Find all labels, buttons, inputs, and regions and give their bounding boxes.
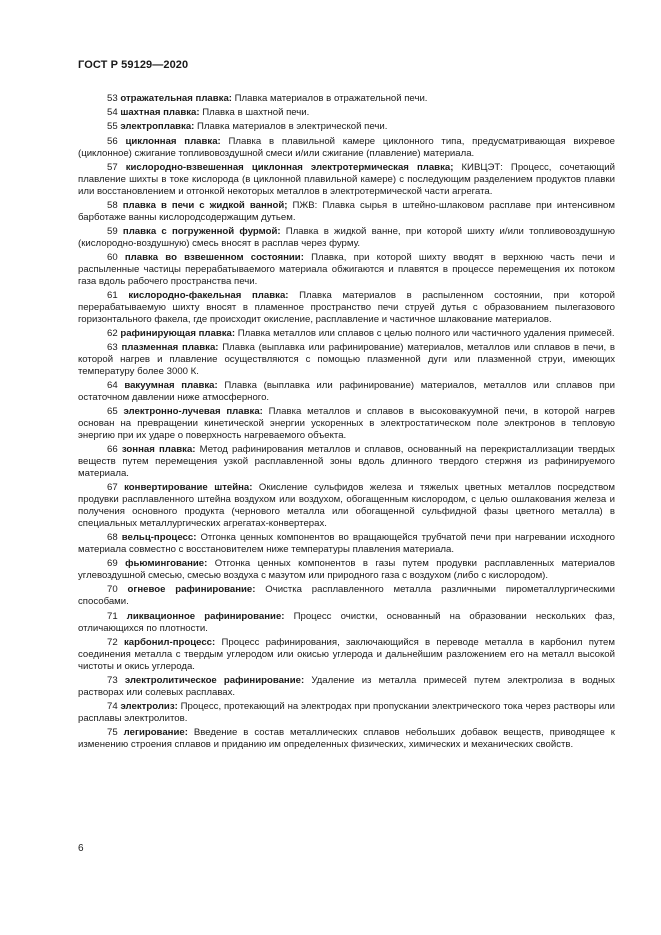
term-entry-57 — [78, 162, 615, 198]
term-entry-59 — [78, 226, 615, 250]
term-name: конвертирование штейна: — [124, 482, 253, 494]
term-entry-62 — [78, 328, 615, 340]
term-number: 62 — [107, 327, 118, 339]
term-name: циклонная плавка: — [125, 135, 221, 147]
term-name: кислородно-взвешенная циклонная электротермическая плавка; — [125, 161, 454, 173]
term-name: электролитическое рафинирование: — [124, 674, 305, 686]
term-definition: Плавка материалов в распыленном состоянии, при которой перерабатываемую шихту вносят в пламенное пространство печи струей дутья с образованием пылегазового горизонтального факела, где происходит окисление, расплавление и частичное шлакование материалов. — [78, 289, 616, 325]
term-definition: Введение в состав металлических сплавов небольших добавок веществ, приводящее к изменению строения сплавов и приданию им определенных физических, химических и механических свойств. — [78, 726, 615, 750]
term-entry-71 — [78, 611, 615, 635]
term-entry-70 — [78, 584, 615, 608]
term-definition: Плавка (выплавка или рафинирование) материалов, металлов или сплавов при остаточном давлении ниже атмосферного. — [78, 380, 615, 404]
term-entry-68 — [78, 532, 615, 556]
term-number: 64 — [107, 380, 118, 392]
term-number: 73 — [107, 674, 118, 686]
term-entry-55 — [78, 121, 615, 133]
term-name: кислородно-факельная плавка: — [128, 289, 289, 301]
term-entry-73 — [78, 675, 615, 699]
term-entry-53 — [78, 93, 615, 105]
term-entry-54 — [78, 107, 615, 119]
term-definition: Плавка металлов и сплавов в высоковакуумной печи, в которой нагрев основан на превращении кинетической энергии ускоренных в электростатическом поле электронов в тепловую энергию при их ударе о поверхность нагреваемого объекта. — [78, 406, 616, 442]
term-entry-65 — [78, 406, 615, 442]
term-name: фьюмингование: — [125, 558, 208, 570]
term-name: легирование: — [123, 726, 188, 738]
term-number: 65 — [107, 406, 118, 418]
term-definition: Плавка, при которой шихту вводят в верхнюю часть печи и распыленные частицы перерабатываемого материала обжигаются и плавятся в процессе перемещения их потоком газа вдоль рабочего пространства печи. — [78, 251, 615, 287]
term-definition: Метод рафинирования металлов и сплавов, основанный на перекристаллизации твердых веществ путем перемещения узкой расплавленной зоны вдоль длинного твердого стержня из рафинируемого материала. — [78, 444, 615, 480]
term-name: электроплавка: — [120, 121, 195, 133]
term-entry-56 — [78, 136, 615, 160]
term-definition: Плавка металлов или сплавов с целью полного или частичного удаления примесей. — [235, 327, 615, 339]
term-name: зонная плавка: — [121, 444, 196, 456]
term-definition: Плавка в жидкой ванне, при которой шихту и/или топливовоздушную (кислородно-воздушную) смесь вносят в расплав через фурму. — [78, 225, 616, 249]
term-number: 57 — [107, 161, 118, 173]
term-number: 75 — [107, 726, 118, 738]
term-number: 68 — [107, 532, 118, 544]
term-name: вельц-процесс: — [121, 532, 197, 544]
term-entry-64 — [78, 380, 615, 404]
terms-list — [78, 93, 615, 753]
term-name: плавка с погруженной фурмой: — [122, 225, 281, 237]
term-name: отражательная плавка: — [120, 93, 232, 104]
term-number: 71 — [107, 610, 118, 622]
term-name: рафинирующая плавка: — [120, 327, 236, 339]
term-number: 66 — [107, 444, 118, 456]
term-entry-58 — [78, 200, 615, 224]
term-definition: Отгонка ценных компонентов во вращающейся трубчатой печи при нагревании исходного материала совместно с восстановителем ниже температуры плавления материала. — [78, 532, 615, 556]
term-name: плавка во взвешенном состоянии: — [124, 251, 304, 263]
term-definition: Плавка в шахтной печи. — [199, 107, 310, 119]
term-entry-60 — [78, 252, 615, 288]
term-number: 53 — [107, 93, 118, 104]
term-definition: Плавка материалов в электрической печи. — [194, 121, 388, 133]
term-entry-69 — [78, 558, 615, 582]
term-definition: Процесс очистки, основанный на образовании нескольких фаз, отличающихся по плотности. — [78, 610, 615, 634]
term-name: ликвационное рафинирование: — [126, 610, 285, 622]
standard-header: ГОСТ Р 59129—2020 — [78, 59, 189, 71]
term-number: 59 — [107, 225, 118, 237]
term-number: 58 — [107, 199, 118, 211]
term-name: карбонил-процесс: — [123, 636, 216, 648]
term-definition: Окисление сульфидов железа и тяжелых цветных металлов посредством продувки расплавленного штейна воздухом или воздухом, обогащенным кислородом, с целью ошлакования железа и получения основного продукта (чернового металла или обогащенной сульфидной фазы цветного металла) в специальных металлургических агрегатах-конвертерах. — [78, 482, 615, 530]
term-definition: Отгонка ценных компонентов в газы путем продувки расплавленных материалов углевоздушной смесью, смесью воздуха с мазутом или природного газа с воздухом (либо с кислородом). — [78, 558, 615, 582]
term-number: 55 — [107, 121, 118, 133]
term-entry-74 — [78, 701, 615, 725]
term-entry-67 — [78, 482, 615, 530]
term-definition: Процесс рафинирования, заключающийся в переводе металла в карбонил путем соединения металла с твердым углеродом или окисью углерода и дальнейшим разложением его на металл высокой чистоты и окись углерода. — [78, 636, 615, 672]
term-definition: Удаление из металла примесей путем электролиза в водных растворах или солевых расплавах. — [78, 674, 615, 698]
term-definition: Процесс, протекающий на электродах при пропускании электрического тока через растворы или расплавы электролитов. — [78, 700, 616, 724]
term-name: огневое рафинирование: — [127, 584, 256, 596]
term-entry-75 — [78, 727, 615, 751]
page-number: 6 — [78, 843, 84, 854]
term-definition: КИВЦЭТ: Процесс, сочетающий плавление шихты в токе кислорода (в циклонной плавильной камере) с последующим разделением продуктов плавки или восстановлением и отгонкой некоторых металлов в электротермической части агрегата. — [78, 161, 615, 197]
term-number: 70 — [107, 584, 118, 596]
term-definition: Плавка материалов в отражательной печи. — [232, 93, 428, 104]
term-name: плавка в печи с жидкой ванной; — [122, 199, 288, 211]
term-entry-66 — [78, 444, 615, 480]
term-name: электронно-лучевая плавка: — [123, 406, 263, 418]
term-entry-61 — [78, 290, 615, 326]
term-number: 67 — [107, 482, 118, 494]
term-name: электролиз: — [120, 700, 178, 712]
term-number: 72 — [107, 636, 118, 648]
term-definition: Плавка в плавильной камере циклонного типа, предусматривающая вихревое (циклонное) сжигание топливовоздушной смеси и/или сжигание (плавление) материала. — [78, 135, 616, 159]
term-number: 56 — [107, 135, 118, 147]
term-entry-63 — [78, 342, 615, 378]
term-name: вакуумная плавка: — [124, 380, 218, 392]
term-number: 74 — [107, 700, 118, 712]
term-definition: Плавка (выплавка или рафинирование) материалов, металлов или сплавов в печи, в которой нагрев и плавление осуществляются с помощью плазменной дуги или плазменной струи, имеющих температуру более 3000 К. — [78, 342, 615, 377]
term-number: 60 — [107, 251, 118, 263]
term-definition: ПЖВ: Плавка сырья в штейно-шлаковом расплаве при интенсивном барботаже ванны кислородсодержащим дутьем. — [78, 199, 615, 223]
term-name: плазменная плавка: — [121, 342, 219, 354]
term-name: шахтная плавка: — [120, 107, 200, 119]
term-number: 54 — [107, 107, 118, 119]
term-number: 61 — [107, 289, 118, 301]
term-entry-72 — [78, 637, 615, 673]
term-definition: Очистка расплавленного металла различными пирометаллургическими способами. — [78, 584, 616, 608]
term-number: 63 — [107, 342, 118, 354]
term-number: 69 — [107, 558, 118, 570]
